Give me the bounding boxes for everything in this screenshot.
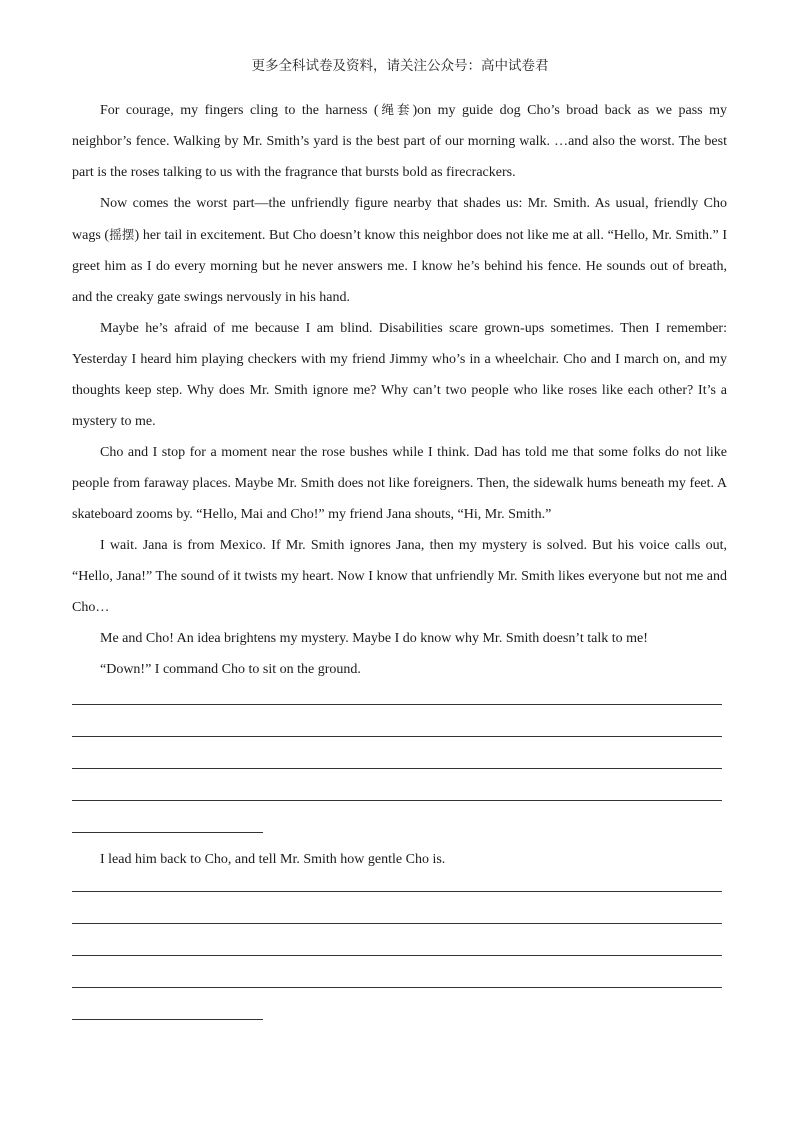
page-header: 更多全科试卷及资料，请关注公众号：高中试卷君 [251, 58, 549, 74]
answer-line[interactable] [72, 800, 722, 801]
paragraph-5: I wait. Jana is from Mexico. If Mr. Smith ignores Jana, then my mystery is solved. But his voice calls out, “Hello, Jana!” The sound of it twists my heart. Now I know that unfriendly Mr. Smith likes everyone but not me and Cho… [72, 538, 727, 615]
answer-line[interactable] [72, 736, 722, 737]
story-passage [72, 94, 727, 685]
answer-line[interactable] [72, 955, 722, 956]
answer-lines-2[interactable] [72, 891, 722, 1051]
answer-line[interactable] [72, 891, 722, 892]
paragraph-7-prompt: “Down!” I command Cho to sit on the ground. [100, 662, 361, 677]
answer-line-short[interactable] [72, 1019, 263, 1020]
answer-lines-1[interactable] [72, 704, 722, 864]
answer-line[interactable] [72, 704, 722, 705]
paragraph-8-prompt: I lead him back to Cho, and tell Mr. Smith how gentle Cho is. [100, 852, 446, 867]
paragraph-2-text-a: Now comes the worst part—the unfriendly figure nearby that shades us: Mr. Smith. As usual, friendly Cho wags ( [72, 196, 727, 243]
paragraph-4: Cho and I stop for a moment near the rose bushes while I think. Dad has told me that some folks do not like people from faraway places. Maybe Mr. Smith does not like foreigners. Then, the sidewalk hums beneath my feet. A skateboard zooms by. “Hello, Mai and Cho!” my friend Jana shouts, “Hi, Mr. Smith.” [72, 445, 727, 522]
paragraph-2-gloss: 摇摆 [109, 227, 135, 242]
paragraph-2-text-b: ) her tail in excitement. But Cho doesn’t know this neighbor does not like me at all. “Hello, Mr. Smith.” I greet him as I do every morning but he never answers me. I know he’s behind his fence. He sounds out of breath, and the creaky gate swings nervously in his hand. [72, 228, 727, 305]
answer-line[interactable] [72, 923, 722, 924]
paragraph-1 [72, 94, 727, 188]
paragraph-1-text-b: )on my guide dog Cho’s broad back as we pass my neighbor’s fence. Walking by Mr. Smith’s yard is the best part of our morning walk. …and also the worst. The best part is the roses talking to us with the fragrance that bursts bold as firecrackers. [72, 103, 727, 180]
paragraph-6: Me and Cho! An idea brightens my mystery. Maybe I do know why Mr. Smith doesn’t talk to me! [100, 631, 648, 646]
answer-line-short[interactable] [72, 832, 263, 833]
answer-line[interactable] [72, 768, 722, 769]
answer-line[interactable] [72, 987, 722, 988]
paragraph-2 [72, 188, 727, 313]
paragraph-3: Maybe he’s afraid of me because I am blind. Disabilities scare grown-ups sometimes. Then I remember: Yesterday I heard him playing checkers with my friend Jimmy who’s in a wheelchair. Cho and I march on, and my thoughts keep step. Why does Mr. Smith ignore me? Why can’t two people who like roses like each other? It’s a mystery to me. [72, 321, 727, 429]
paragraph-1-gloss: 绳套 [378, 102, 413, 117]
paragraph-1-text-a: For courage, my fingers cling to the harness ( [100, 103, 379, 118]
